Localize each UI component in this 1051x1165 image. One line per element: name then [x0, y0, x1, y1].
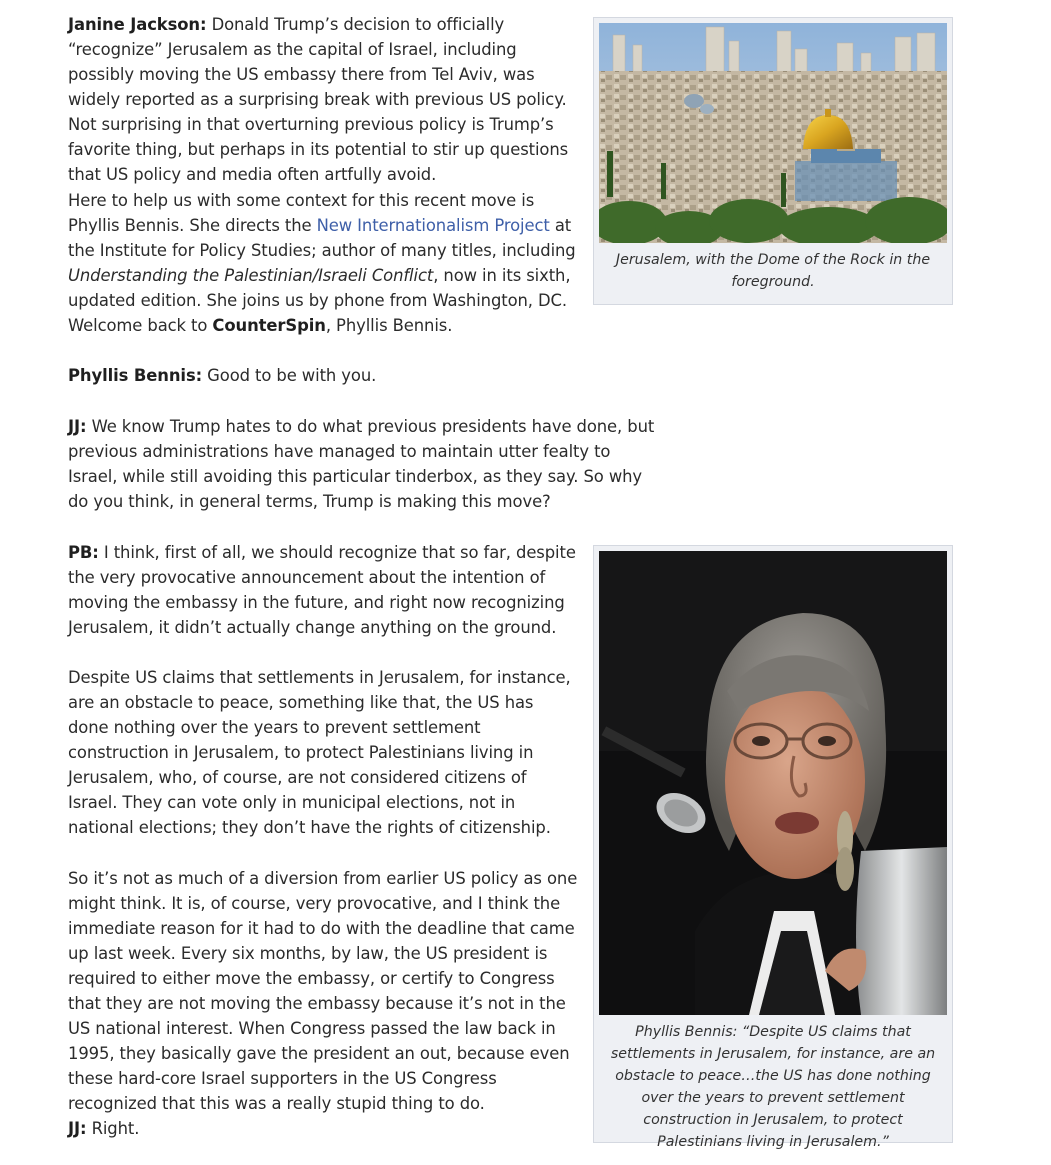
paragraph-text: Here to help us with some context for this recent move is Phyllis Bennis. She directs the — [68, 191, 535, 235]
speaker-label: Phyllis Bennis: — [68, 366, 203, 385]
figure-caption: Jerusalem, with the Dome of the Rock in the foreground. — [615, 252, 931, 290]
paragraph-pb-answer — [68, 540, 578, 640]
paragraph-text: Donald Trump’s decision to officially “recognize” Jerusalem as the capital of Israel, including possibly moving the US embassy there from Tel Aviv, was widely reported as a surprising break with previous US policy. Not surprising in that overturning previous policy is Trump’s favorite thing, but perhaps in its potential to stir up questions that US policy and media often artfully avoid. — [68, 15, 569, 184]
paragraph-text: Right. — [86, 1119, 140, 1138]
book-title: Understanding the Palestinian/Israeli Conflict — [68, 266, 434, 285]
paragraph-text: at the Institute for Policy Studies; author of many titles, including — [68, 216, 576, 260]
speaker-label: Janine Jackson: — [68, 15, 207, 34]
paragraph-text: I think, first of all, we should recognize that so far, despite the very provocative announcement about the intention of moving the embassy in the future, and right now recognizing Jerusalem, it didn’t actually change anything on the ground. — [68, 543, 576, 637]
paragraph-text: So it’s not as much of a diversion from earlier US policy as one might think. It is, of course, very provocative, and I think the immediate reason for it had to do with the deadline that came up last week. Every six months, by law, the US president is required to either move the embassy, or certify to Congress that they are not moving the embassy because it’s not in the US national interest. When Congress passed the law back in 1995, they basically gave the president an out, because even these hard-core Israel supporters in the US Congress recognized that this was a really stupid thing to do. — [68, 869, 578, 1113]
speaker-label: JJ: — [68, 1119, 87, 1138]
speaker-label: PB: — [68, 543, 99, 562]
paragraph-text: , now in its sixth, updated edition. She joins us by phone from Washington, DC. Welcome back to — [68, 266, 571, 335]
paragraph-intro — [68, 12, 578, 187]
paragraph-text: Good to be with you. — [202, 366, 377, 385]
paragraph-pb-greeting — [68, 363, 658, 388]
paragraph-text: We know Trump hates to do what previous presidents have done, but previous administrations have managed to maintain utter fealty to Israel, while still avoiding this particular tinderbox, as they say. So why do you think, in general terms, Trump is making this move? — [68, 417, 655, 511]
paragraph-jj-question — [68, 414, 658, 514]
paragraph-jj-right — [68, 1116, 578, 1141]
figure-caption: Phyllis Bennis: “Despite US claims that settlements in Jerusalem, for instance, are an obstacle to peace…the US has done nothing over the years to prevent settlement construction in Jerusalem, to protect Palestinians living in Jerusalem.” — [610, 1024, 936, 1150]
paragraph-settlements — [68, 665, 578, 840]
show-name: CounterSpin — [212, 316, 326, 335]
paragraph-deadline — [68, 866, 578, 1116]
jerusalem-photo — [599, 23, 947, 243]
figure-jerusalem — [593, 17, 953, 305]
paragraph-text: , Phyllis Bennis. — [325, 316, 453, 335]
paragraph-guest-intro — [68, 188, 578, 338]
figure-phyllis-bennis — [593, 545, 953, 1150]
new-internationalism-project-link[interactable]: New Internationalism Project — [316, 216, 550, 235]
paragraph-text: Despite US claims that settlements in Jerusalem, for instance, are an obstacle to peace, something like that, the US has done nothing over the years to prevent settlement construction in Jerusalem, to protect Palestinians living in Jerusalem, who, of course, are not considered citizens of Israel. They can vote only in municipal elections, not in national elections; they don’t have the rights of citizenship. — [68, 668, 571, 837]
speaker-label: JJ: — [68, 417, 87, 436]
phyllis-bennis-photo — [599, 551, 947, 1015]
